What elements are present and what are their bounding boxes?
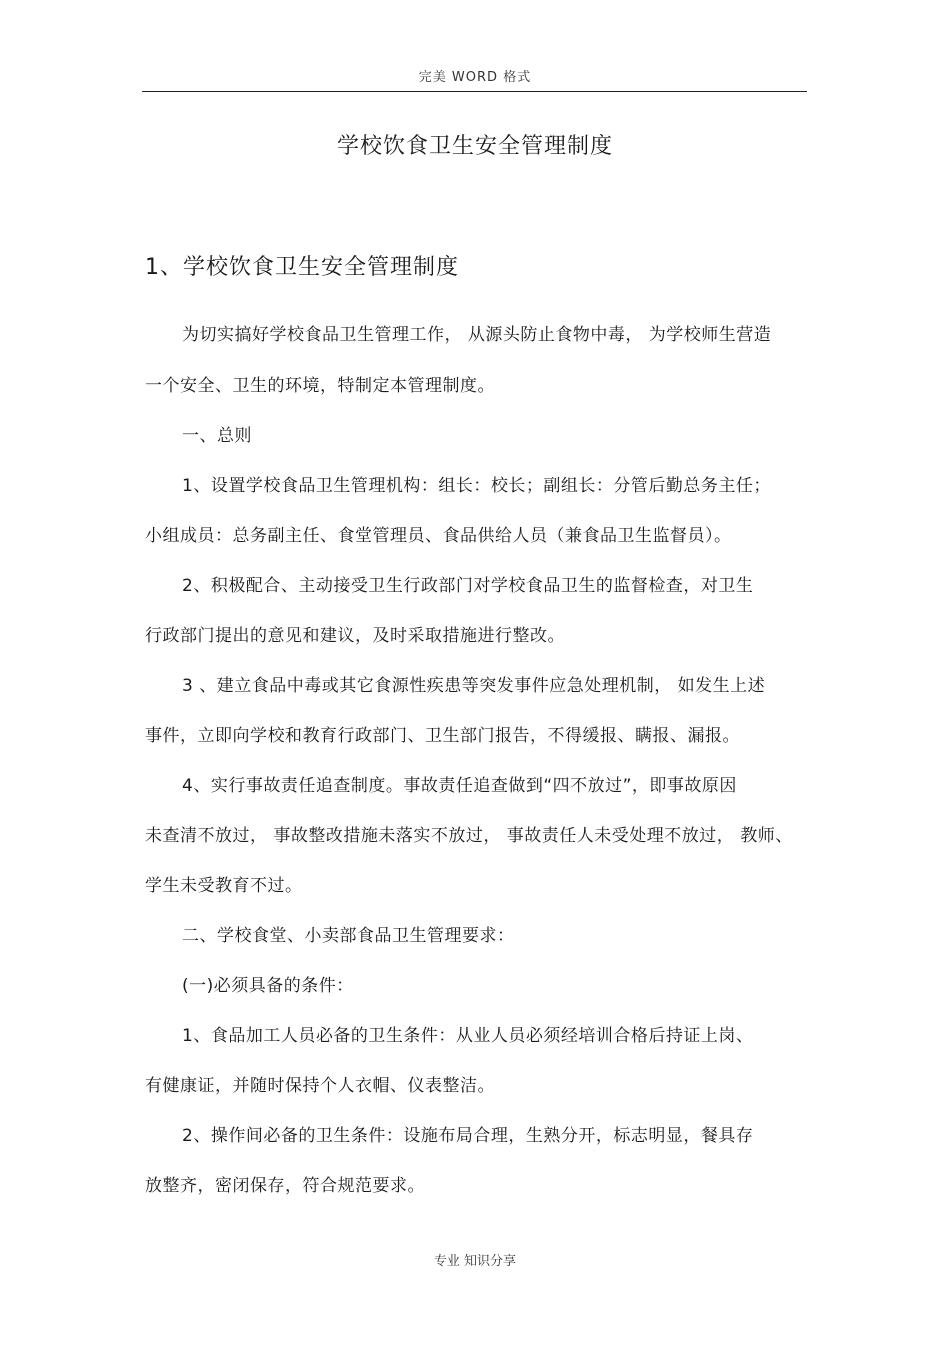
paragraph-line: 为切实搞好学校食品卫生管理工作， 从源头防止食物中毒， 为学校师生营造 <box>182 325 772 345</box>
paragraph-line: 学生未受教育不过。 <box>145 876 303 896</box>
header-rule <box>142 91 807 92</box>
section-heading: 1、学校饮食卫生安全管理制度 <box>145 255 459 280</box>
paragraph-line: 一个安全、卫生的环境，特制定本管理制度。 <box>145 376 495 396</box>
paragraph-line: (一)必须具备的条件： <box>182 976 354 996</box>
paragraph-line: 1、设置学校食品卫生管理机构：组长：校长；副组长：分管后勤总务主任； <box>182 476 771 496</box>
paragraph-line: 事件，立即向学校和教育行政部门、卫生部门报告，不得缓报、瞒报、漏报。 <box>145 726 740 746</box>
paragraph-line: 二、学校食堂、小卖部食品卫生管理要求： <box>182 926 515 946</box>
paragraph-line: 有健康证，并随时保持个人衣帽、仪表整洁。 <box>145 1076 495 1096</box>
paragraph-line: 3 、建立食品中毒或其它食源性疾患等突发事件应急处理机制， 如发生上述 <box>182 676 766 696</box>
paragraph-line: 未查清不放过， 事故整改措施未落实不放过， 事故责任人未受处理不放过， 教师、 <box>145 826 793 846</box>
document-title: 学校饮食卫生安全管理制度 <box>336 134 613 159</box>
paragraph-line: 1、食品加工人员必备的卫生条件：从业人员必须经培训合格后持证上岗、 <box>182 1026 754 1046</box>
paragraph-line: 2、操作间必备的卫生条件：设施布局合理，生熟分开，标志明显，餐具存 <box>182 1126 754 1146</box>
paragraph-line: 一、总则 <box>182 426 252 446</box>
page-footer: 专业 知识分享 <box>433 1254 517 1269</box>
paragraph-line: 放整齐，密闭保存，符合规范要求。 <box>145 1176 425 1196</box>
paragraph-line: 小组成员：总务副主任、食堂管理员、食品供给人员（兼食品卫生监督员）。 <box>145 526 732 546</box>
paragraph-line: 行政部门提出的意见和建议，及时采取措施进行整改。 <box>145 626 565 646</box>
paragraph-line: 2、积极配合、主动接受卫生行政部门对学校食品卫生的监督检查，对卫生 <box>182 576 754 596</box>
page-header: 完美 WORD 格式 <box>418 70 532 85</box>
paragraph-line: 4、实行事故责任追查制度。事故责任追查做到“四不放过”，即事故原因 <box>182 776 737 796</box>
